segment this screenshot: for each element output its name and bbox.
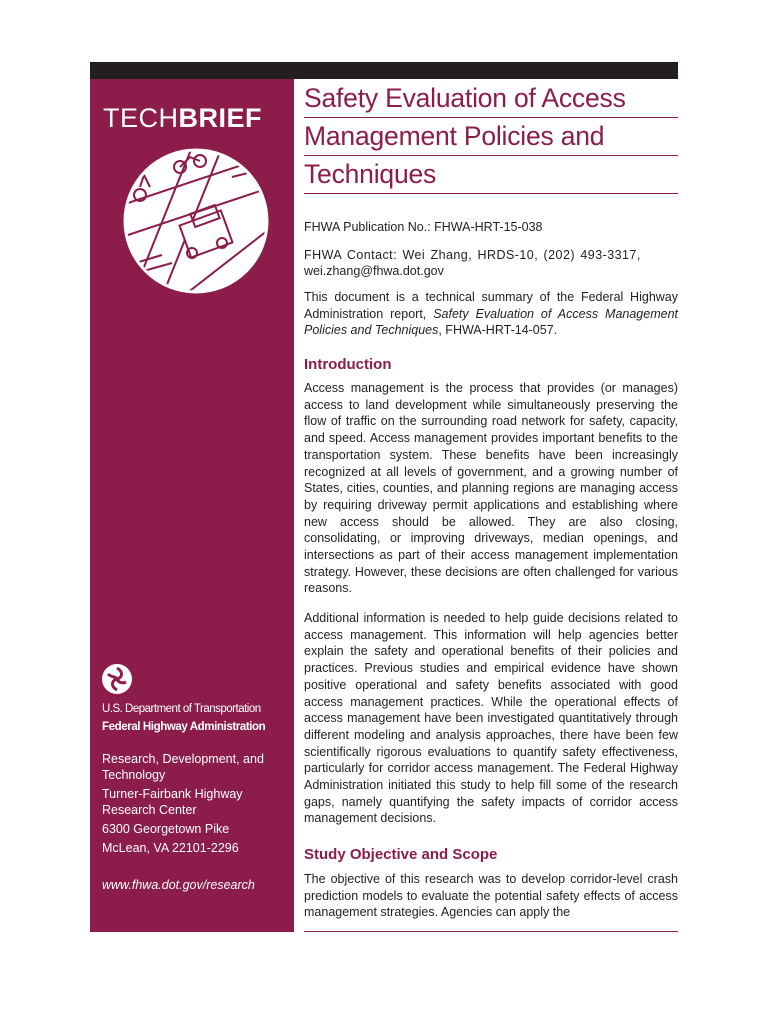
section-heading: Introduction (304, 356, 392, 373)
address-line: 6300 Georgetown Pike (102, 822, 230, 836)
main-content (304, 80, 678, 920)
techbrief-brief: BRIEF (178, 103, 262, 133)
title-line: Management Policies and (304, 118, 678, 156)
summary-paragraph (304, 289, 678, 339)
techbrief-logo (103, 103, 262, 134)
road-illustration-icon (122, 147, 270, 295)
scope-paragraph: The objective of this research was to develop corridor-level crash prediction models to evaluate the potential safety effects of access management strategies. Agencies can apply the (304, 872, 678, 920)
section-heading: Study Objective and Scope (304, 846, 498, 863)
agency-subname: Federal Highway Administration (102, 721, 266, 733)
dot-logo-icon (102, 664, 132, 694)
sidebar (90, 79, 294, 932)
address-line: Research Center (102, 803, 197, 817)
research-link[interactable]: www.fhwa.dot.gov/research (102, 878, 255, 892)
contact-email[interactable]: wei.zhang@fhwa.dot.gov (304, 264, 444, 278)
contact-line: FHWA Contact: Wei Zhang, HRDS-10, (202) 493-3317, (304, 248, 641, 262)
address-line: Research, Development, and (102, 752, 264, 766)
agency-name: U.S. Department of Transportation (102, 703, 261, 715)
publication-number: FHWA Publication No.: FHWA-HRT-15-038 (304, 220, 543, 234)
report-title: Safety Evaluation of Access Management Policies and Techniques (304, 306, 678, 338)
bottom-rule (304, 931, 678, 932)
address-line: McLean, VA 22101-2296 (102, 841, 239, 855)
title-line: Techniques (304, 156, 678, 194)
intro-paragraph: Access management is the process that provides (or manages) access to land development while simultaneously preserving the flow of traffic on the surrounding road network for safety, capacity, and speed. Access management provides important benefits to the transportation system. These benefits have been increasingly recognized at all levels of government, and a growing number of States, cities, counties, and planning regions are managing access by requiring driveway permit applications and establishing where new access should be allowed. They are also closing, consolidating, or improving driveways, median openings, and intersections as part of their access management implementation strategy. However, these decisions are often challenged for various reasons. (304, 381, 678, 596)
techbrief-tech: TECH (103, 103, 179, 133)
title-line: Safety Evaluation of Access (304, 80, 678, 118)
intro-paragraph: Additional information is needed to help guide decisions related to access management. This information will help agencies better explain the safety and operational benefits of their policies and practices. Previous studies and empirical evidence have shown positive operational and safety benefits associated with good access management practices. While the operational effects of access management have been investigated quantitatively through different modeling and analysis approaches, there have been few scientifically rigorous evaluations to quantify safety effectiveness, particularly for corridor access management. The Federal Highway Administration initiated this study to help fill some of the research gaps, namely quantifying the safety impacts of corridor access management decisions. (304, 611, 678, 826)
address-line: Turner-Fairbank Highway (102, 787, 243, 801)
address-line: Technology (102, 768, 166, 782)
top-black-bar (90, 62, 678, 79)
summary-text-end: , FHWA-HRT-14-057. (438, 323, 558, 338)
summary-text: This document is a technical summary of the Federal Highway Administration report, (304, 290, 678, 321)
